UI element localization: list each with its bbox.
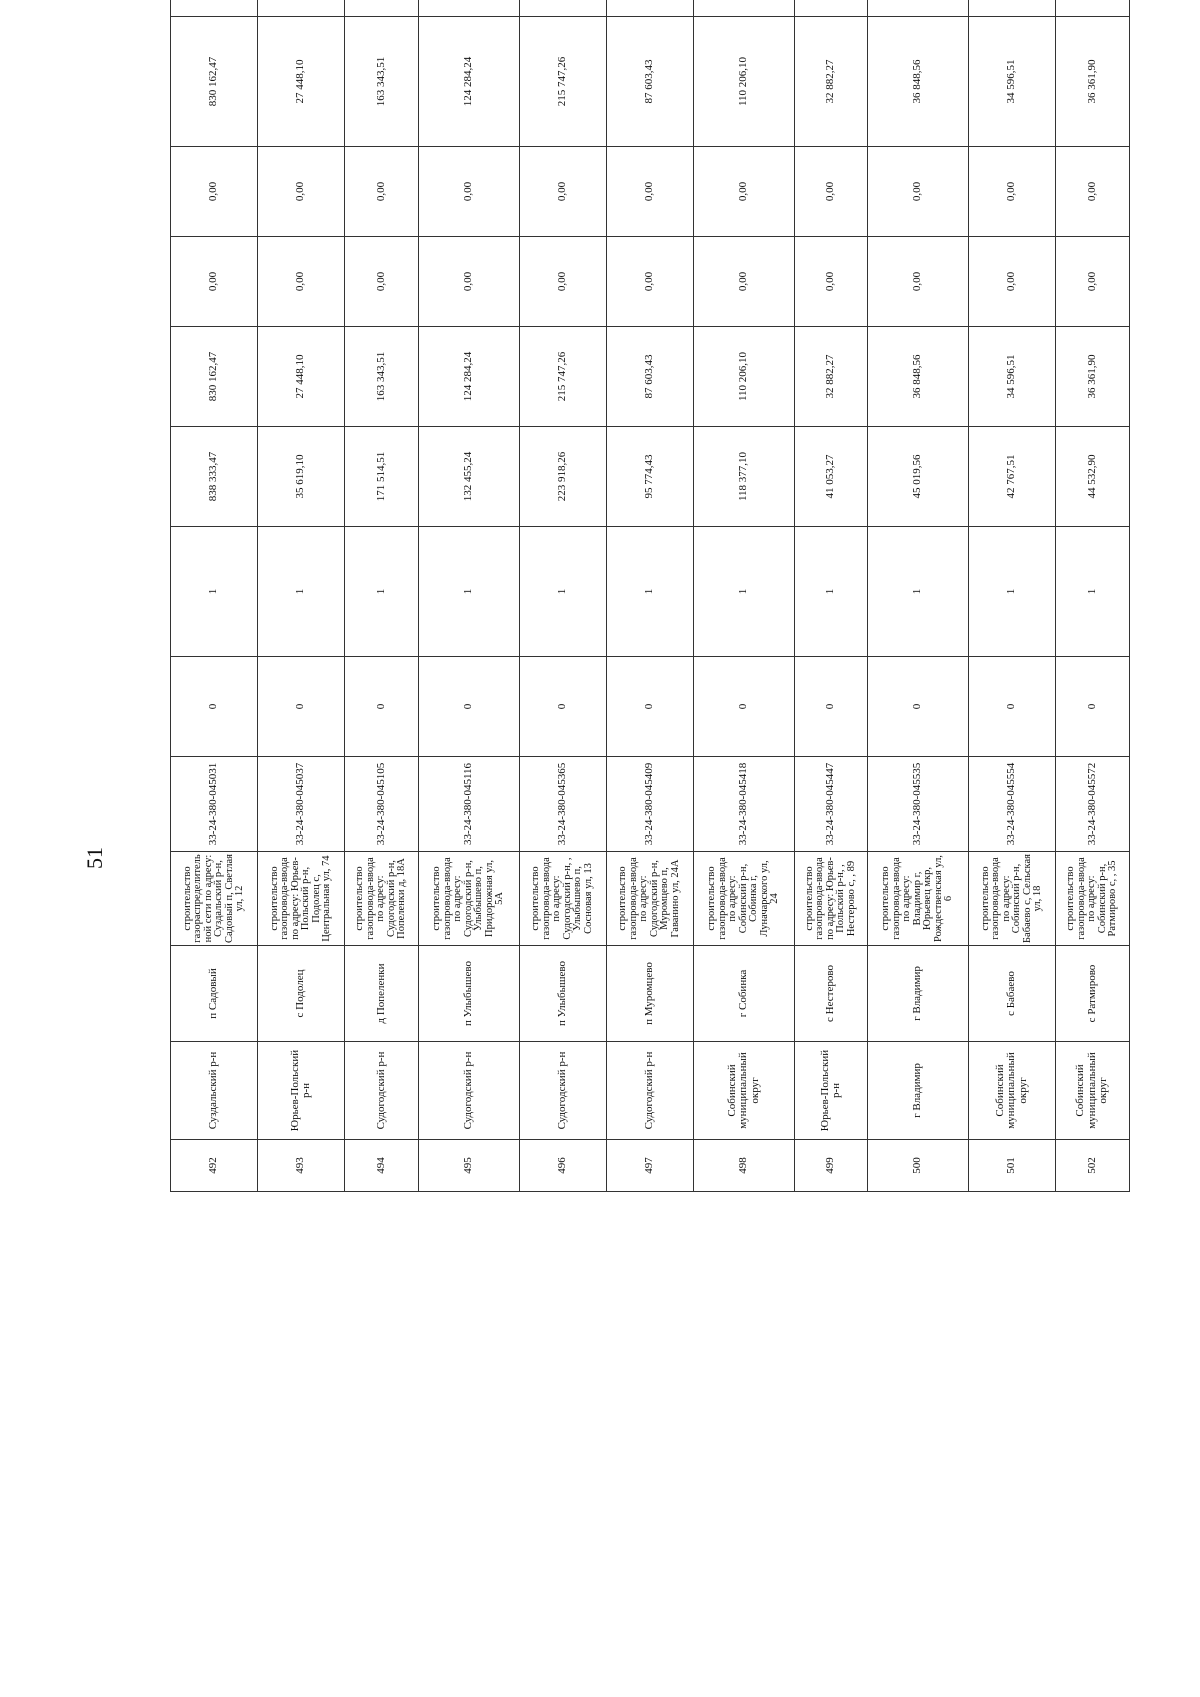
locality-cell: г Владимир xyxy=(868,946,969,1042)
value-cell: 0 xyxy=(606,657,693,757)
district-cell: г Владимир xyxy=(868,1042,969,1140)
value-cell: 1 xyxy=(606,527,693,657)
code-cell: 33-24-380-045572 xyxy=(1056,757,1130,852)
value-cell: 0,00 xyxy=(868,237,969,327)
code-cell: 33-24-380-045447 xyxy=(794,757,868,852)
description-cell: строительство газопровода-ввода по адресу: Собинский р-н, Бабаево с, Сельская ул, 18 xyxy=(969,852,1056,946)
table-row xyxy=(345,0,419,1192)
value-cell: 830 162,47 xyxy=(171,17,258,147)
description-cell: строительство газопровода-ввода по адресу: Судогодский р-н, Попеленки д, 18А xyxy=(345,852,419,946)
value-cell: 215 747,26 xyxy=(519,17,606,147)
value-cell: 0,00 xyxy=(694,147,795,237)
table-row xyxy=(171,0,258,1192)
description-cell: строительство газопровода-ввода по адресу: Судогодский р-н, Муромцево п, Гаванино ул, 24А xyxy=(606,852,693,946)
code-cell: 33-24-380-045409 xyxy=(606,757,693,852)
value-cell: 44 532,90 xyxy=(1056,427,1130,527)
value-cell: 1 xyxy=(794,527,868,657)
row-number: 496 xyxy=(519,1140,606,1192)
district-cell: Юрьев-Польский р-н xyxy=(258,1042,345,1140)
table-row xyxy=(1056,0,1130,1192)
value-cell: 0,00 xyxy=(1056,237,1130,327)
value-cell: 171 514,51 xyxy=(345,427,419,527)
row-number: 500 xyxy=(868,1140,969,1192)
value-cell: 0 xyxy=(969,657,1056,757)
value-cell: 34 596,51 xyxy=(969,327,1056,427)
district-cell: Судогодский р-н xyxy=(606,1042,693,1140)
value-cell: 830 162,47 xyxy=(171,327,258,427)
district-cell: Судогодский р-н xyxy=(345,1042,419,1140)
value-cell: 0 xyxy=(419,657,520,757)
value-cell xyxy=(258,0,345,17)
value-cell: 124 284,24 xyxy=(419,327,520,427)
value-cell: 0,00 xyxy=(1056,147,1130,237)
value-cell: 124 284,24 xyxy=(419,17,520,147)
value-cell xyxy=(171,0,258,17)
code-cell: 33-24-380-045116 xyxy=(419,757,520,852)
value-cell: 1 xyxy=(694,527,795,657)
value-cell: 163 343,51 xyxy=(345,327,419,427)
value-cell: 41 053,27 xyxy=(794,427,868,527)
value-cell: 0,00 xyxy=(868,147,969,237)
value-cell xyxy=(345,0,419,17)
value-cell: 0,00 xyxy=(606,147,693,237)
locality-cell: с Ратмирово xyxy=(1056,946,1130,1042)
value-cell: 34 596,51 xyxy=(969,17,1056,147)
row-number: 498 xyxy=(694,1140,795,1192)
value-cell: 1 xyxy=(1056,527,1130,657)
locality-cell: п Садовый xyxy=(171,946,258,1042)
value-cell: 838 333,47 xyxy=(171,427,258,527)
value-cell: 0,00 xyxy=(345,237,419,327)
row-number: 494 xyxy=(345,1140,419,1192)
locality-cell: п Улыбышево xyxy=(519,946,606,1042)
value-cell: 35 619,10 xyxy=(258,427,345,527)
row-number: 499 xyxy=(794,1140,868,1192)
value-cell: 36 361,90 xyxy=(1056,327,1130,427)
value-cell: 1 xyxy=(868,527,969,657)
value-cell: 215 747,26 xyxy=(519,327,606,427)
table-row xyxy=(794,0,868,1192)
value-cell xyxy=(868,0,969,17)
locality-cell: п Муромцево xyxy=(606,946,693,1042)
value-cell: 27 448,10 xyxy=(258,17,345,147)
description-cell: строительство газопровода-ввода по адресу: Судогодский р-н, Улыбышево п, Придорожная ул, 5А xyxy=(419,852,520,946)
code-cell: 33-24-380-045031 xyxy=(171,757,258,852)
value-cell: 1 xyxy=(171,527,258,657)
value-cell: 0,00 xyxy=(519,147,606,237)
row-number: 501 xyxy=(969,1140,1056,1192)
value-cell: 0,00 xyxy=(171,147,258,237)
value-cell xyxy=(1056,0,1130,17)
page-number: 51 xyxy=(82,847,107,869)
value-cell: 0,00 xyxy=(519,237,606,327)
code-cell: 33-24-380-045418 xyxy=(694,757,795,852)
row-number: 495 xyxy=(419,1140,520,1192)
code-cell: 33-24-380-045554 xyxy=(969,757,1056,852)
value-cell: 110 206,10 xyxy=(694,327,795,427)
value-cell: 0 xyxy=(868,657,969,757)
locality-cell: с Нестерово xyxy=(794,946,868,1042)
value-cell xyxy=(969,0,1056,17)
district-cell: Собинский муниципальный округ xyxy=(969,1042,1056,1140)
locality-cell: с Бабаево xyxy=(969,946,1056,1042)
row-number: 497 xyxy=(606,1140,693,1192)
value-cell: 0,00 xyxy=(258,237,345,327)
description-cell: строительство газопровода-ввода по адресу: Собинский р-н, Собинка г, Луначарского ул, 24 xyxy=(694,852,795,946)
locality-cell: д Попеленки xyxy=(345,946,419,1042)
value-cell: 0 xyxy=(794,657,868,757)
description-cell: строительство газопровода-ввода по адресу: Юрьев-Польский р-н, , Нестерово с, , 89 xyxy=(794,852,868,946)
value-cell: 118 377,10 xyxy=(694,427,795,527)
value-cell: 0,00 xyxy=(694,237,795,327)
district-cell: Судогодский р-н xyxy=(519,1042,606,1140)
value-cell: 163 343,51 xyxy=(345,17,419,147)
description-cell: строительство газопровода-ввода по адресу: Юрьев-Польский р-н, Подолец с, Центральная ул, 74 xyxy=(258,852,345,946)
value-cell: 0,00 xyxy=(258,147,345,237)
locality-cell: г Собинка xyxy=(694,946,795,1042)
code-cell: 33-24-380-045365 xyxy=(519,757,606,852)
value-cell: 0,00 xyxy=(606,237,693,327)
value-cell: 1 xyxy=(258,527,345,657)
value-cell: 0,00 xyxy=(794,237,868,327)
value-cell: 87 603,43 xyxy=(606,327,693,427)
row-number: 493 xyxy=(258,1140,345,1192)
value-cell xyxy=(606,0,693,17)
value-cell: 45 019,56 xyxy=(868,427,969,527)
value-cell: 132 455,24 xyxy=(419,427,520,527)
value-cell: 0 xyxy=(345,657,419,757)
value-cell xyxy=(794,0,868,17)
value-cell: 0,00 xyxy=(419,147,520,237)
value-cell: 110 206,10 xyxy=(694,17,795,147)
table-row xyxy=(519,0,606,1192)
value-cell: 1 xyxy=(419,527,520,657)
value-cell: 1 xyxy=(519,527,606,657)
value-cell: 1 xyxy=(345,527,419,657)
value-cell: 1 xyxy=(969,527,1056,657)
value-cell: 95 774,43 xyxy=(606,427,693,527)
value-cell: 0 xyxy=(519,657,606,757)
value-cell: 87 603,43 xyxy=(606,17,693,147)
table-row xyxy=(868,0,969,1192)
description-cell: строительство газопровода-ввода по адресу: Владимир г, Юрьевец мкр, Рождественская ул, 6 xyxy=(868,852,969,946)
value-cell: 32 882,27 xyxy=(794,327,868,427)
district-cell: Судогодский р-н xyxy=(419,1042,520,1140)
row-number: 502 xyxy=(1056,1140,1130,1192)
row-number: 492 xyxy=(171,1140,258,1192)
description-cell: строительство газопровода-ввода по адресу: Собинский р-н, Ратмирово с, , 35 xyxy=(1056,852,1130,946)
value-cell: 223 918,26 xyxy=(519,427,606,527)
value-cell: 0,00 xyxy=(345,147,419,237)
value-cell: 36 848,56 xyxy=(868,327,969,427)
district-cell: Собинский муниципальный округ xyxy=(1056,1042,1130,1140)
table-row xyxy=(258,0,345,1192)
value-cell xyxy=(694,0,795,17)
locality-cell: с Подолец xyxy=(258,946,345,1042)
value-cell: 0 xyxy=(694,657,795,757)
value-cell: 27 448,10 xyxy=(258,327,345,427)
value-cell: 0,00 xyxy=(171,237,258,327)
value-cell xyxy=(519,0,606,17)
rotated-table-container xyxy=(170,56,1130,1192)
value-cell: 42 767,51 xyxy=(969,427,1056,527)
value-cell: 32 882,27 xyxy=(794,17,868,147)
value-cell: 0 xyxy=(1056,657,1130,757)
table-row xyxy=(694,0,795,1192)
value-cell: 0,00 xyxy=(969,147,1056,237)
value-cell: 0 xyxy=(171,657,258,757)
value-cell: 36 361,90 xyxy=(1056,17,1130,147)
locality-cell: п Улыбышево xyxy=(419,946,520,1042)
value-cell xyxy=(419,0,520,17)
value-cell: 0,00 xyxy=(794,147,868,237)
district-cell: Юрьев-Польский р-н xyxy=(794,1042,868,1140)
table-row xyxy=(419,0,520,1192)
table-row xyxy=(969,0,1056,1192)
district-cell: Суздальский р-н xyxy=(171,1042,258,1140)
code-cell: 33-24-380-045037 xyxy=(258,757,345,852)
code-cell: 33-24-380-045105 xyxy=(345,757,419,852)
district-cell: Собинский муниципальный округ xyxy=(694,1042,795,1140)
value-cell: 0 xyxy=(258,657,345,757)
value-cell: 0,00 xyxy=(419,237,520,327)
code-cell: 33-24-380-045535 xyxy=(868,757,969,852)
table-row xyxy=(606,0,693,1192)
data-table xyxy=(170,0,1130,1192)
description-cell: строительство газораспределительной сети по адресу: Суздальский р-н, Садовый п, Светлая ул, 12 xyxy=(171,852,258,946)
value-cell: 0,00 xyxy=(969,237,1056,327)
value-cell: 36 848,56 xyxy=(868,17,969,147)
description-cell: строительство газопровода-ввода по адресу: Судогодский р-н, , Улыбышево п, Сосновая ул, 13 xyxy=(519,852,606,946)
